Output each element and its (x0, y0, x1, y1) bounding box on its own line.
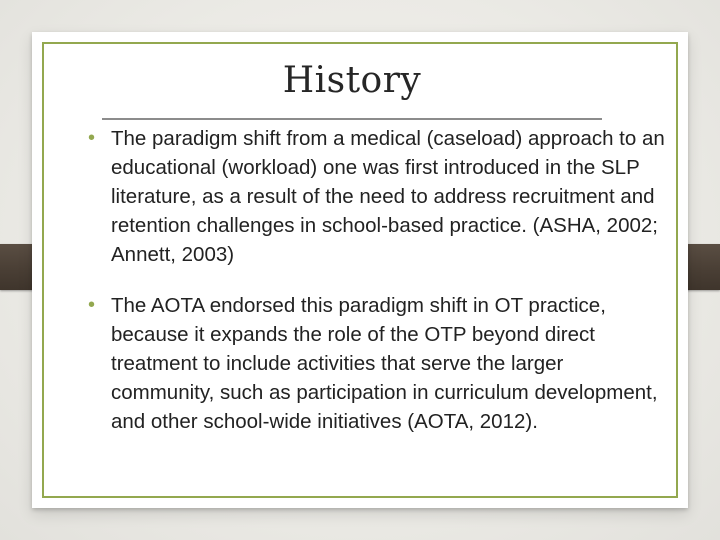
bullet-text: The paradigm shift from a medical (caseload) approach to an educational (workload) one was first introduced in the SLP literature, as a result of the need to address recruitment and retention challenges in school-based practice. (ASHA, 2002; Annett, 2003) (111, 127, 665, 266)
slide-card (32, 32, 688, 508)
bullet-marker: • (88, 294, 96, 316)
bullet-text: The AOTA endorsed this paradigm shift in OT practice, because it expands the role of the OTP beyond direct treatment to include activities that serve the larger community, such as participation in curriculum development, and other school-wide initiatives (AOTA, 2012). (111, 294, 658, 433)
slide-title: History (282, 60, 422, 101)
bullet-list (88, 124, 668, 436)
bullet-item (88, 124, 668, 269)
title-divider (102, 118, 602, 120)
bullet-marker: • (88, 127, 96, 149)
bullet-item (88, 291, 668, 436)
